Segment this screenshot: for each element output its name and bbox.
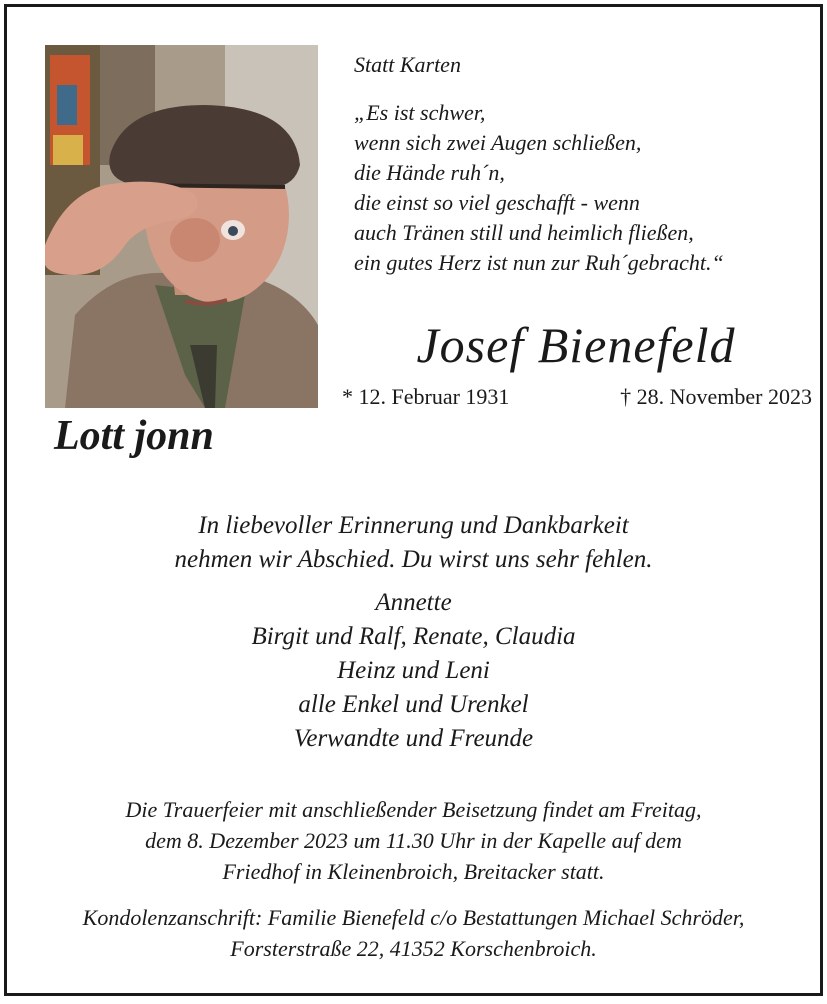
family-line: Annette <box>375 589 452 616</box>
poem-line: ein gutes Herz ist nun zur Ruh´gebracht.“ <box>354 250 724 275</box>
service-line: Die Trauerfeier mit anschließender Beisetzung findet am Freitag, <box>125 797 702 822</box>
family-line: Heinz und Leni <box>337 657 490 684</box>
condolence-line: Forsterstraße 22, 41352 Korschenbroich. <box>230 936 597 961</box>
poem-line: die Hände ruh´n, <box>354 160 505 185</box>
top-right-block <box>354 52 814 278</box>
condolence-address <box>4 902 823 964</box>
family-list <box>4 586 823 756</box>
service-line: Friedhof in Kleinenbroich, Breitacker statt. <box>222 859 605 884</box>
condolence-line: Kondolenzanschrift: Familie Bienefeld c/o Bestattungen Michael Schröder, <box>82 905 745 930</box>
portrait-photo <box>45 45 318 408</box>
poem <box>354 98 814 278</box>
service-line: dem 8. Dezember 2023 um 11.30 Uhr in der Kapelle auf dem <box>145 828 682 853</box>
obituary-notice <box>4 4 823 996</box>
poem-line: auch Tränen still und heimlich fließen, <box>354 220 694 245</box>
deceased-name: Josef Bienefeld <box>416 317 736 373</box>
poem-line: die einst so viel geschafft - wenn <box>354 190 640 215</box>
death-date: † 28. November 2023 <box>620 384 812 409</box>
memory-text <box>4 509 823 577</box>
family-line: Birgit und Ralf, Renate, Claudia <box>251 623 576 650</box>
family-line: Verwandte und Freunde <box>293 725 534 752</box>
life-dates <box>342 384 812 410</box>
poem-line: „Es ist schwer, <box>354 100 486 125</box>
service-info <box>4 794 823 887</box>
family-line: alle Enkel und Urenkel <box>298 691 529 718</box>
statt-karten-label: Statt Karten <box>354 52 461 77</box>
memory-line: In liebevoller Erinnerung und Dankbarkeit <box>198 512 629 539</box>
birth-date: * 12. Februar 1931 <box>342 384 510 409</box>
nickname: Lott jonn <box>54 413 214 459</box>
poem-line: wenn sich zwei Augen schließen, <box>354 130 642 155</box>
memory-line: nehmen wir Abschied. Du wirst uns sehr fehlen. <box>174 546 653 573</box>
